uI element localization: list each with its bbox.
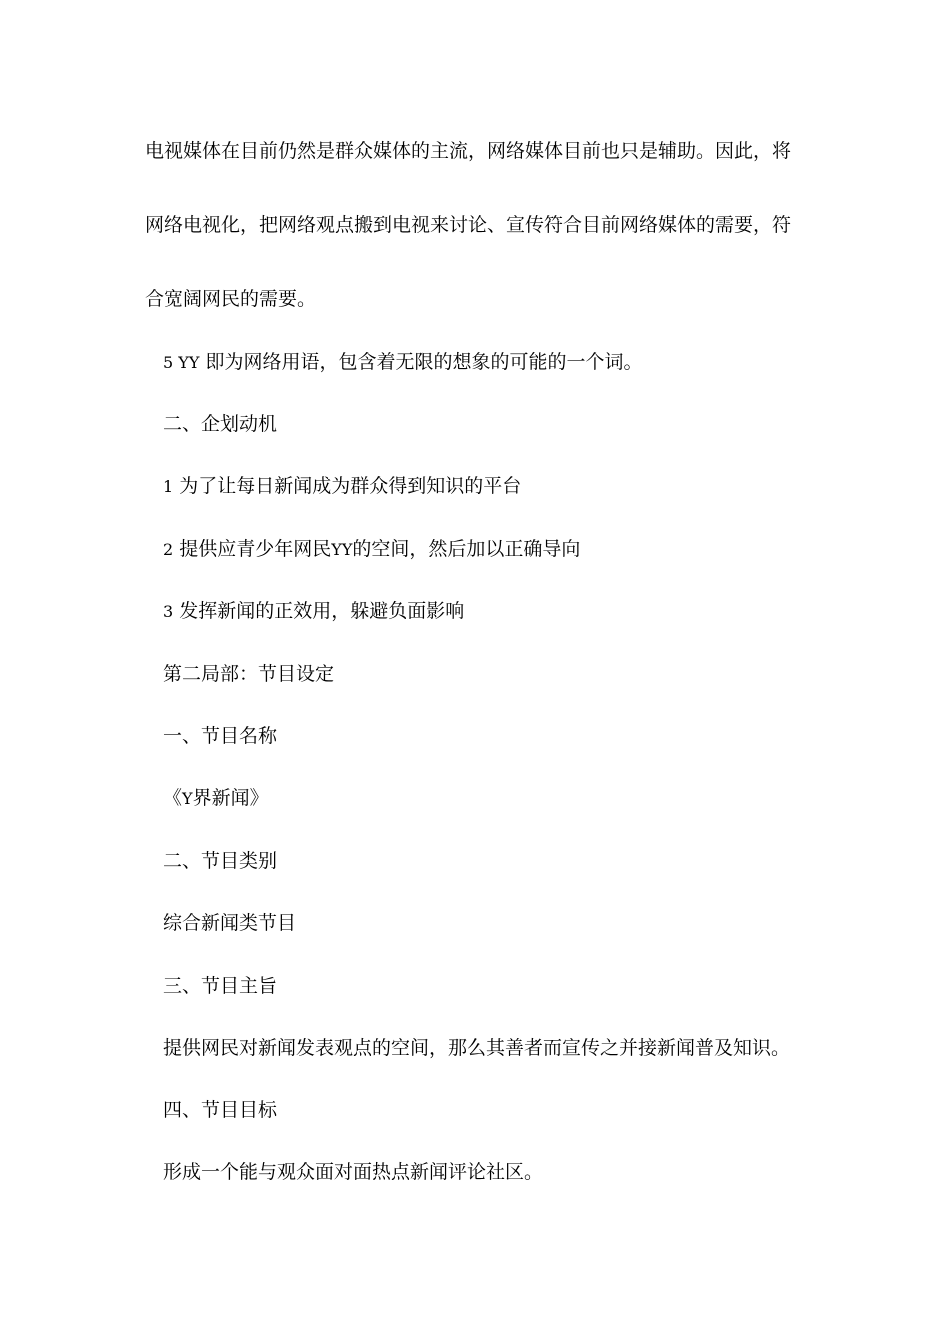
motive-3-text: 发挥新闻的正效用，躲避负面影响	[179, 600, 465, 622]
program-purpose-value: 提供网民对新闻发表观点的空间，那么其善者而宣传之并接新闻普及知识。	[163, 1037, 791, 1059]
motive-3-number: 3	[163, 602, 174, 621]
program-category-value: 综合新闻类节目	[163, 912, 297, 934]
program-name-rest: 界新闻》	[192, 787, 269, 809]
motive-2-text-yy: YY	[331, 540, 353, 559]
motive-1-number: 1	[163, 477, 174, 496]
program-goal-heading: 四、节目目标	[163, 1099, 278, 1121]
motive-1-text: 为了让每日新闻成为群众得到知识的平台	[179, 475, 522, 497]
program-category-heading: 二、节目类别	[163, 850, 278, 872]
motive-item-2	[163, 537, 580, 562]
part-heading-settings: 第二局部：节目设定	[163, 663, 335, 685]
item-5-number: 5 YY	[163, 353, 200, 372]
motive-2-text-pre: 提供应青少年网民	[179, 538, 332, 560]
program-name-heading: 一、节目名称	[163, 725, 278, 747]
motive-item-1	[163, 474, 521, 499]
motive-item-3	[163, 599, 464, 624]
program-name-open-bracket: 《	[163, 787, 183, 809]
motive-2-number: 2	[163, 540, 174, 559]
section-heading-motive: 二、企划动机	[163, 413, 278, 435]
item-5	[163, 350, 642, 375]
item-5-text: 即为网络用语，包含着无限的想象的可能的一个词。	[205, 351, 643, 373]
program-purpose-heading: 三、节目主旨	[163, 975, 278, 997]
program-name-y: Y	[182, 789, 193, 808]
program-name-value	[163, 786, 269, 811]
program-goal-value: 形成一个能与观众面对面热点新闻评论社区。	[163, 1161, 544, 1183]
motive-2-text-post: 的空间，然后加以正确导向	[352, 538, 581, 560]
intro-paragraph: 电视媒体在目前仍然是群众媒体的主流，网络媒体目前也只是辅助。因此，将网络电视化，把网络观点搬到电视来讨论、宣传符合目前网络媒体的需要，符合宽阔网民的需要。	[145, 140, 792, 310]
